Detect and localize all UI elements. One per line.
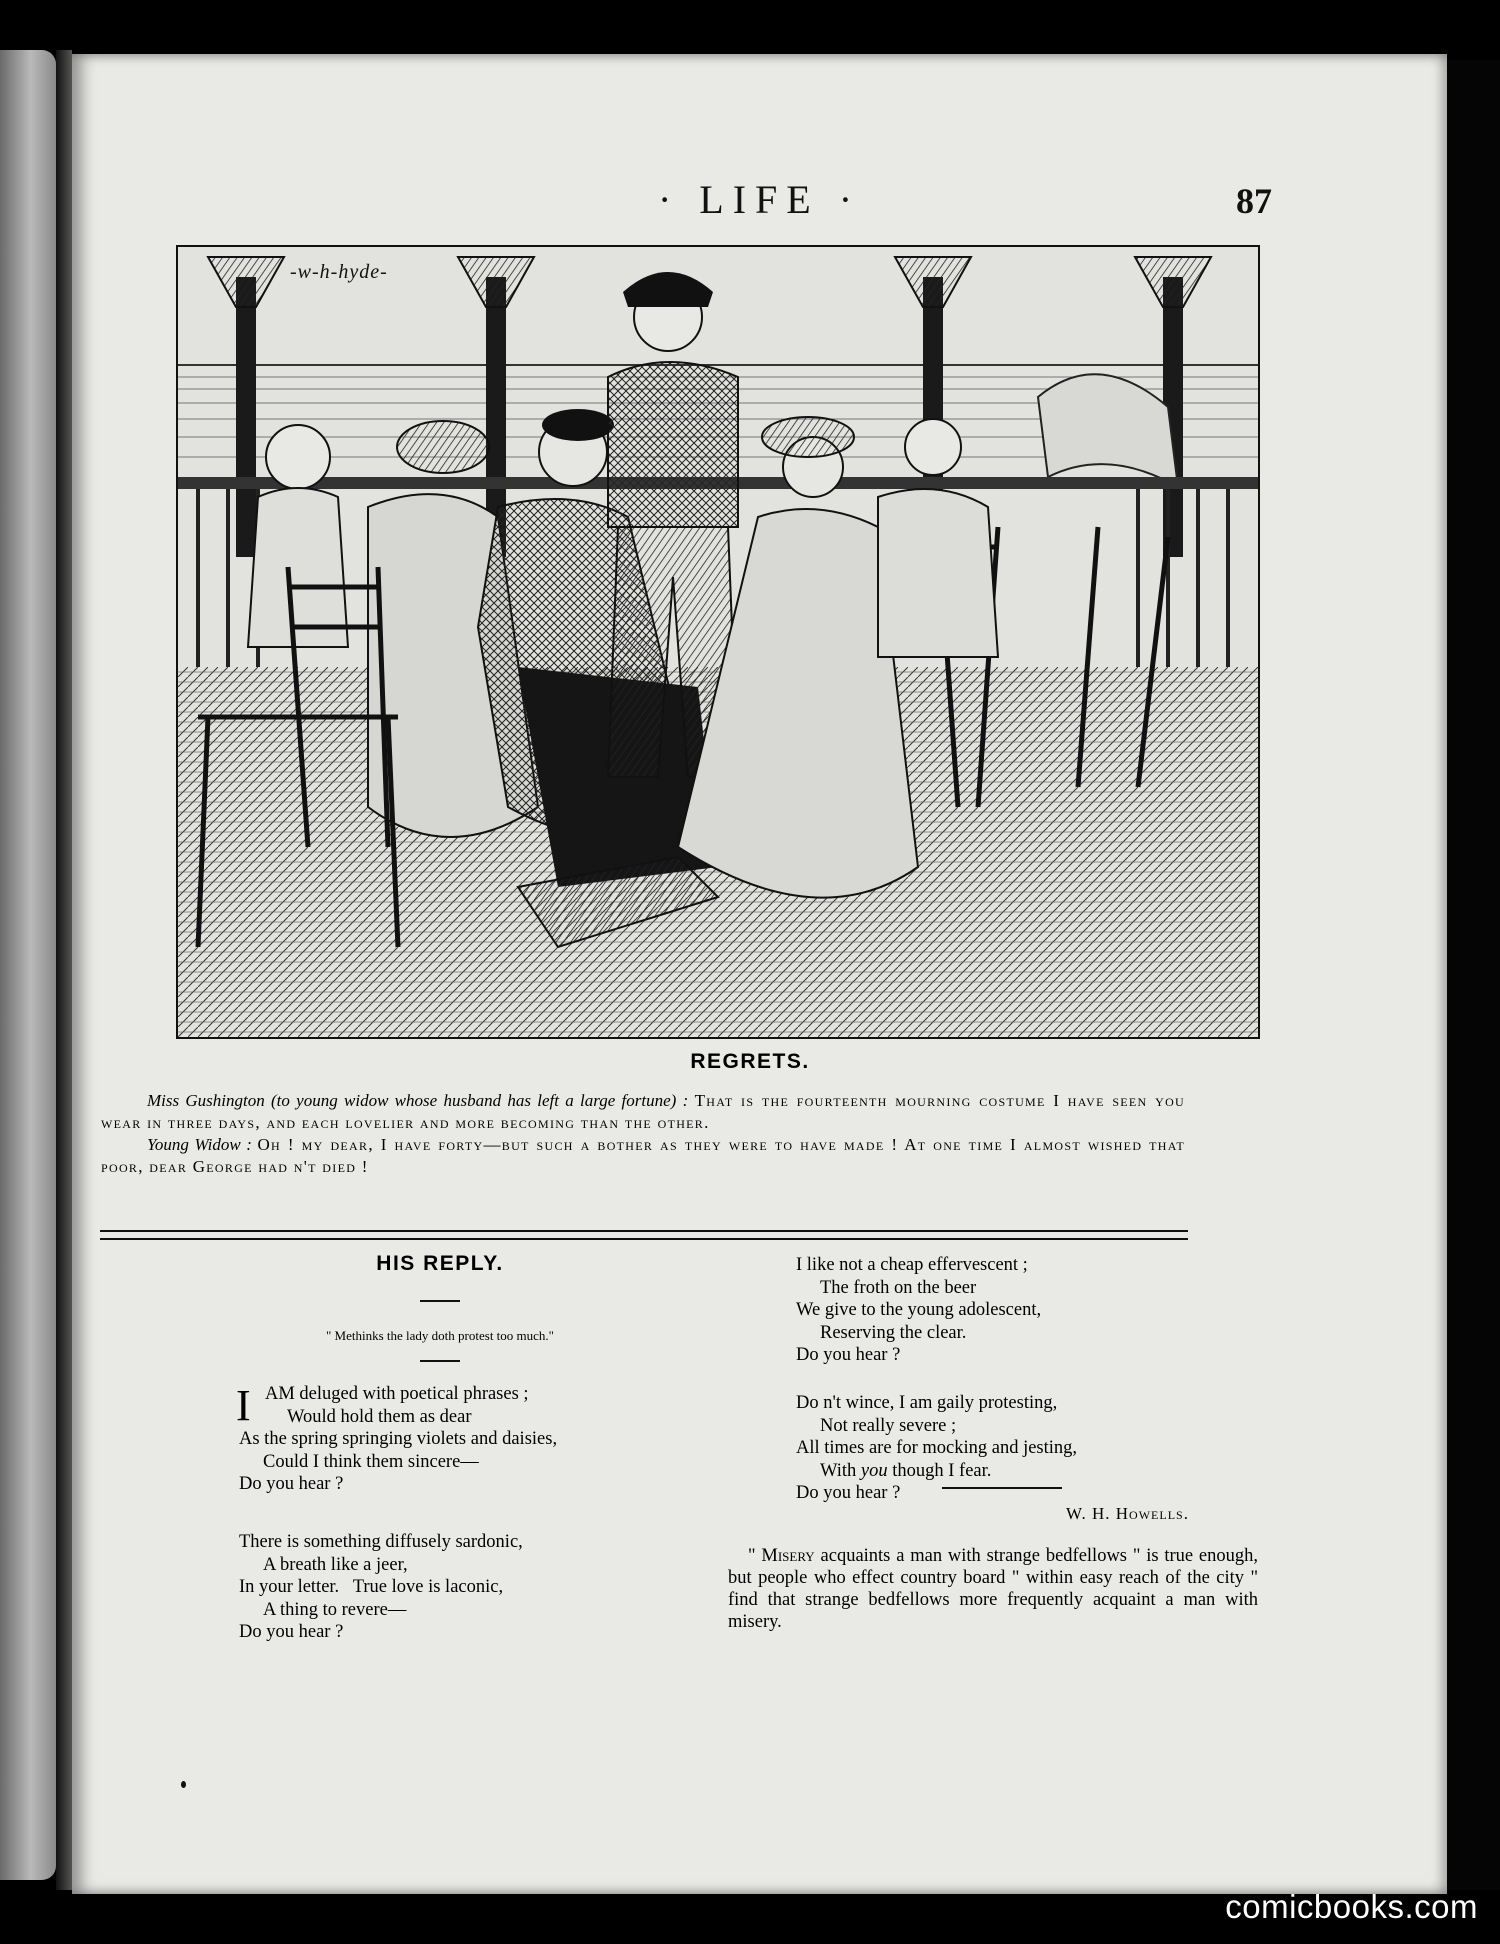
misery-paragraph — [728, 1545, 1258, 1633]
misery-keyword: Misery — [761, 1546, 815, 1566]
epigraph-rule — [420, 1360, 460, 1362]
author-surname: Howells. — [1115, 1504, 1189, 1523]
author-initials: W. H. — [1066, 1504, 1111, 1523]
cartoon-caption — [101, 1090, 1185, 1178]
veranda-scene-drawing — [178, 247, 1258, 1037]
poem-line: Do you hear ? — [239, 1474, 344, 1494]
left-page-edge — [0, 50, 56, 1880]
caption-paragraph-1 — [101, 1090, 1185, 1134]
poem-line: We give to the young adolescent, — [796, 1300, 1042, 1320]
scan-border — [1447, 60, 1500, 1890]
artist-signature: -w-h-hyde- — [290, 261, 388, 283]
poem-line: Reserving the clear. — [820, 1322, 967, 1343]
poem-line: A thing to revere— — [263, 1599, 407, 1620]
drop-cap: I — [236, 1381, 251, 1430]
poem-line: Do n't wince, I am gaily protesting, — [796, 1393, 1058, 1413]
poem-author — [1066, 1504, 1189, 1524]
poem-line: Would hold them as dear — [287, 1406, 472, 1427]
poem-line: AM deluged with poetical phrases ; — [265, 1384, 529, 1404]
speech-2: Oh ! my dear, I have forty—but such a bother as they were to have made ! At one time I almost wished that poor, dear George had n't died ! — [101, 1135, 1185, 1176]
ink-speck — [181, 1781, 186, 1788]
poem-line: As the spring springing violets and daisies, — [239, 1429, 558, 1449]
poem-line — [796, 1460, 1077, 1483]
masthead: · LIFE · — [657, 177, 862, 222]
poem-line: In your letter. True love is laconic, — [239, 1577, 504, 1597]
speaker-2: Young Widow : — [147, 1135, 252, 1154]
book-gutter — [56, 50, 72, 1890]
poem-title: HIS REPLY. — [376, 1252, 504, 1275]
page-number: 87 — [1236, 181, 1272, 221]
poem-line: I like not a cheap effervescent ; — [796, 1255, 1028, 1275]
poem-word-with: With — [820, 1460, 857, 1481]
double-rule-divider — [100, 1230, 1188, 1240]
poem-line-rest: though I fear. — [892, 1460, 992, 1481]
poem-line: Could I think them sincere— — [263, 1451, 479, 1472]
poem-line: All times are for mocking and jesting, — [796, 1438, 1078, 1458]
cartoon-illustration — [176, 245, 1260, 1039]
poem-line: There is something diffusely sardonic, — [239, 1532, 523, 1552]
poem-line: Do you hear ? — [796, 1345, 901, 1365]
caption-paragraph-2 — [101, 1134, 1185, 1178]
speaker-1: Miss Gushington — [147, 1091, 265, 1110]
stanza-3 — [796, 1254, 1041, 1367]
poem-word-you: you — [860, 1460, 888, 1481]
site-watermark: comicbooks.com — [1225, 1888, 1478, 1925]
poem-line: The froth on the beer — [820, 1277, 977, 1298]
speech-1: That is the fourteenth mourning costume I have seen you wear in three days, and each lovelier and more becoming than the other. — [101, 1091, 1185, 1132]
poem-epigraph: " Methinks the lady doth protest too much." — [326, 1328, 554, 1343]
misery-open-quote: " — [748, 1546, 756, 1566]
poem-line: A breath like a jeer, — [263, 1554, 408, 1575]
poem-line: Do you hear ? — [239, 1622, 344, 1642]
stanza-1 — [239, 1383, 557, 1496]
poem-line: Do you hear ? — [796, 1483, 901, 1503]
stage-direction: (to young widow whose husband has left a large fortune) — [271, 1091, 677, 1110]
speaker-1-colon: : — [682, 1091, 689, 1110]
title-rule — [420, 1300, 460, 1302]
misery-text: acquaints a man with strange bedfellows " is true enough, but people who effect country board " within easy reach of the city " find that strange bedfellows more frequently acquaint a man with misery. — [728, 1546, 1259, 1632]
stanza-2 — [239, 1531, 523, 1644]
cartoon-title: REGRETS. — [690, 1050, 810, 1073]
poem-line: Not really severe ; — [820, 1415, 957, 1436]
author-rule — [942, 1487, 1062, 1489]
